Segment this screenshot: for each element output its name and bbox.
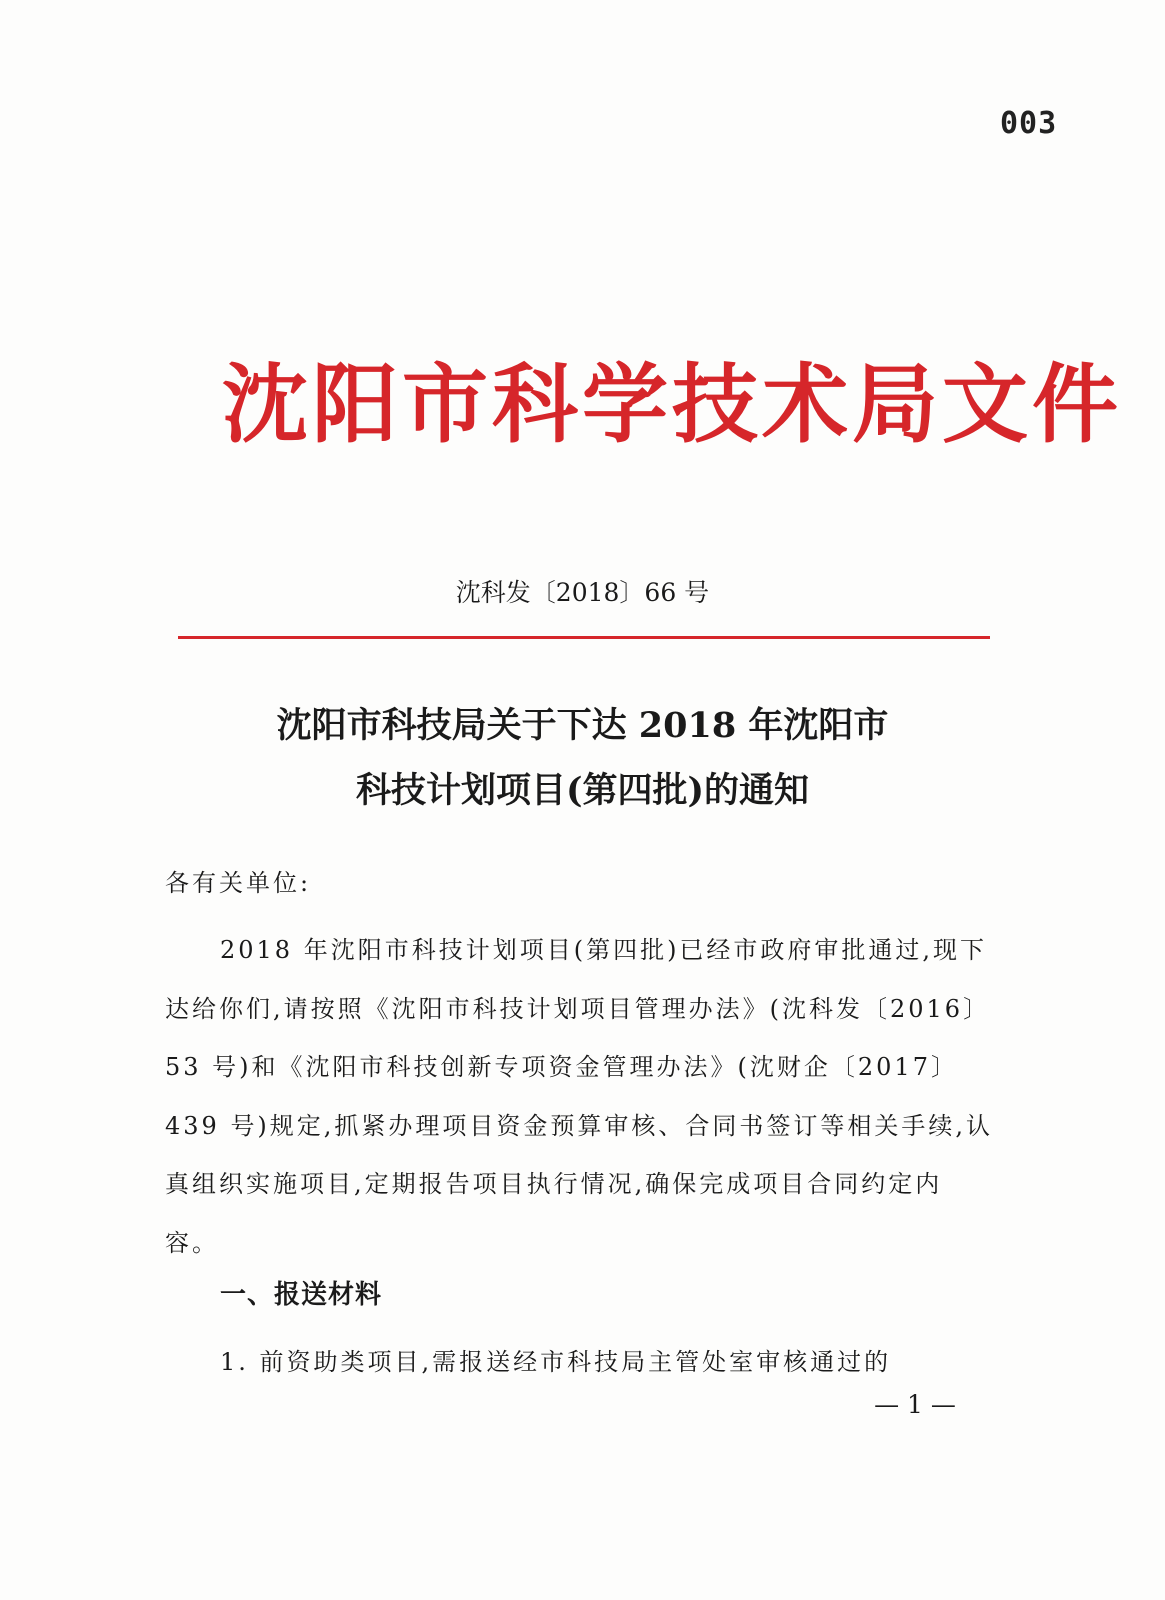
red-divider-line — [178, 636, 990, 639]
notice-title-line-1: 沈阳市科技局关于下达 2018 年沈阳市 — [276, 705, 889, 746]
masthead-title: 沈阳市科学技术局文件 — [222, 355, 1122, 455]
page-number: — 1 — — [874, 1390, 956, 1419]
section-heading-materials: 一、报送材料 — [220, 1280, 383, 1310]
salutation: 各有关单位: — [165, 869, 312, 897]
body-paragraph: 2018 年沈阳市科技计划项目(第四批)已经市政府审批通过,现下达给你们,请按照《沈阳市科技计划项目管理办法》(沈科发〔2016〕53 号)和《沈阳市科技创新专项资金管理办法》(沈财企〔2017〕439 号)规定,抓紧办理项目资金预算审核、合同书签订等相关手续,认真组织实施项目,定期报告项目执行情况,确保完成项目合同约定内容。 — [165, 936, 994, 1257]
page-code: 003 — [1000, 106, 1058, 141]
notice-title-line-2: 科技计划项目(第四批)的通知 — [355, 770, 810, 811]
document-number: 沈科发〔2018〕66 号 — [455, 578, 710, 607]
section-item-1: 1. 前资助类项目,需报送经市科技局主管处室审核通过的 — [220, 1348, 892, 1376]
